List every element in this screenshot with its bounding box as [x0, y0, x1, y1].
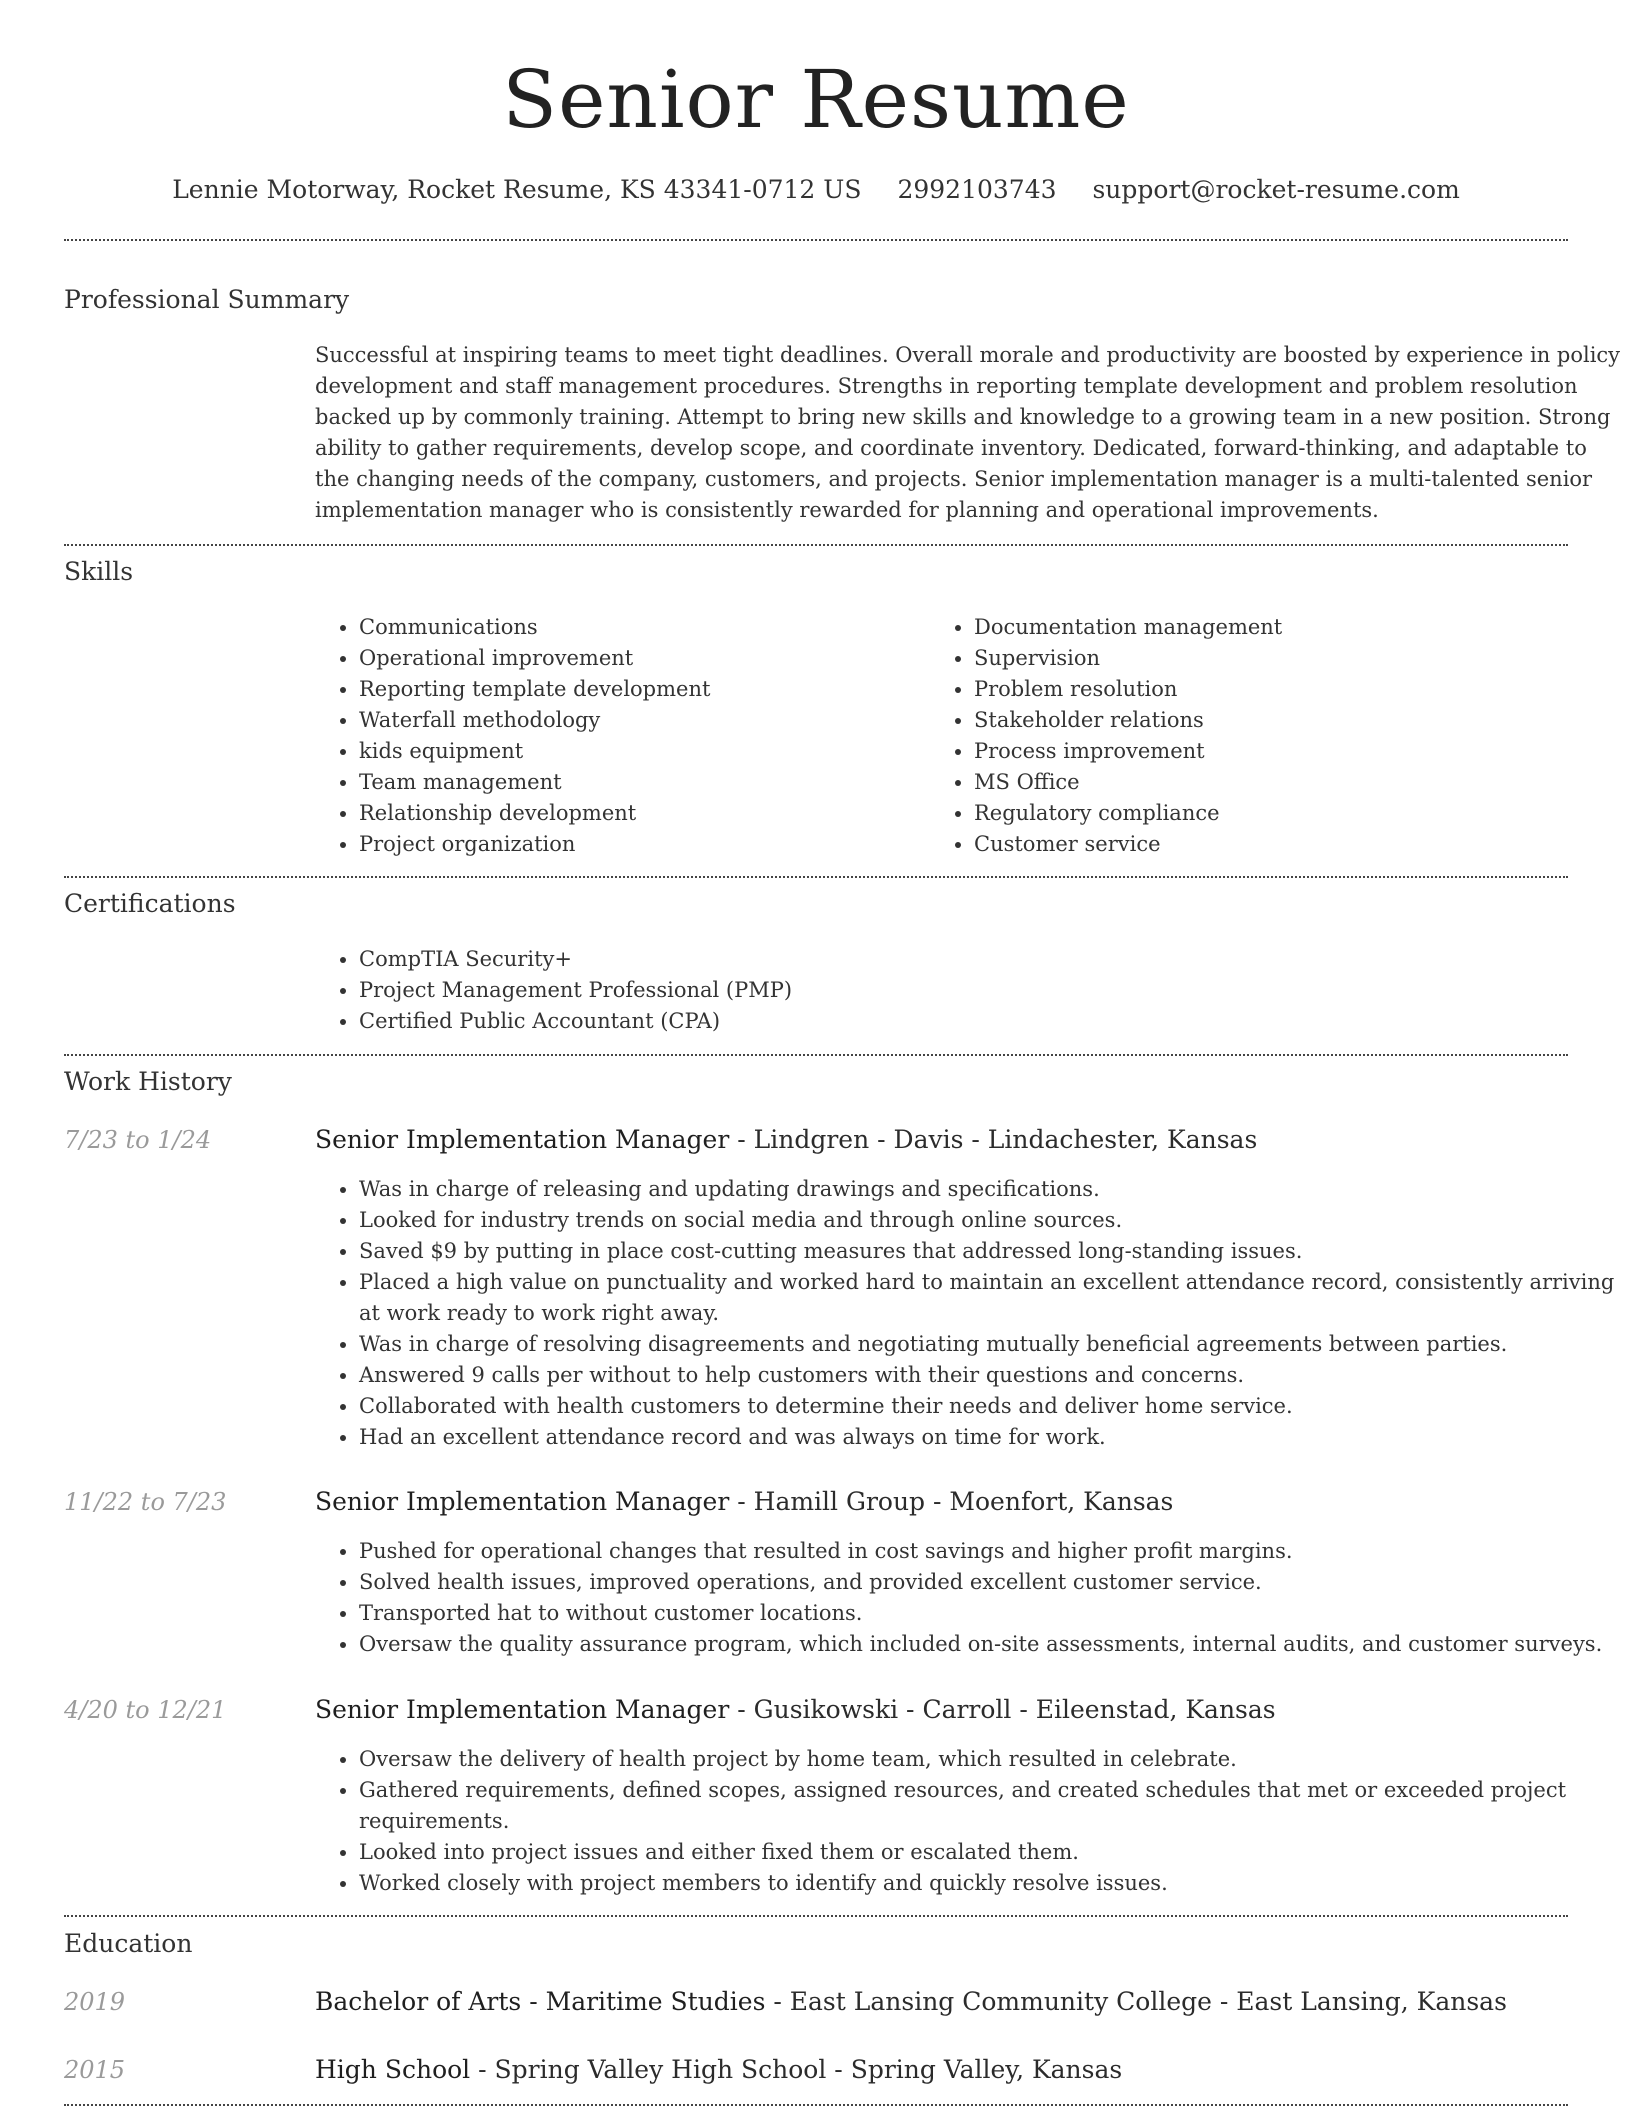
skill-item: • Relationship development: [359, 798, 919, 829]
resume-name: Senior Resume: [502, 53, 1130, 146]
skill-item: • Process improvement: [974, 736, 1534, 767]
certification-item: • Project Management Professional (PMP): [359, 975, 1559, 1006]
skill-item: • Reporting template development: [359, 674, 919, 705]
job-bullet: • Transported hat to without customer locations.: [359, 1598, 1619, 1629]
skills-list-right: [930, 612, 1534, 860]
section-divider: [64, 1915, 1568, 1917]
job-bullet: • Solved health issues, improved operations, and provided excellent customer service.: [359, 1567, 1619, 1598]
section-divider: [64, 876, 1568, 878]
skill-item: • Operational improvement: [359, 643, 919, 674]
education-entry: [315, 1984, 1507, 2020]
job-company: - Hamill Group - Moenfort, Kansas: [729, 1487, 1174, 1516]
job-role: Senior Implementation Manager: [315, 1125, 730, 1154]
skills-list-left: [315, 612, 919, 860]
job-company: - Lindgren - Davis - Lindachester, Kansas: [729, 1125, 1258, 1154]
education-year: 2019: [64, 1988, 126, 2016]
job-bullets: [315, 1174, 1619, 1453]
job-dates: 4/20 to 12/21: [64, 1696, 227, 1724]
education-heading: Education: [64, 1929, 193, 1958]
section-divider: [64, 239, 1568, 241]
education-school: - Spring Valley High School - Spring Valley, Kansas: [470, 2055, 1123, 2084]
certification-item: • CompTIA Security+: [359, 944, 1559, 975]
certifications-heading: Certifications: [64, 889, 236, 918]
summary-heading: Professional Summary: [64, 285, 350, 314]
job-title: [315, 1484, 1173, 1520]
job-bullet: • Answered 9 calls per without to help customers with their questions and concerns.: [359, 1360, 1619, 1391]
skill-item: • Stakeholder relations: [974, 705, 1534, 736]
education-year: 2015: [64, 2056, 126, 2084]
skill-item: • Team management: [359, 767, 919, 798]
contact-phone: 2992103743: [897, 175, 1057, 204]
skill-item: • kids equipment: [359, 736, 919, 767]
job-role: Senior Implementation Manager: [315, 1695, 730, 1724]
skill-item: • Regulatory compliance: [974, 798, 1534, 829]
job-bullets: [315, 1536, 1619, 1660]
education-school: - East Lansing Community College - East Lansing, Kansas: [765, 1987, 1507, 2016]
job-company: - Gusikowski - Carroll - Eileenstad, Kansas: [729, 1695, 1276, 1724]
skill-item: • Documentation management: [974, 612, 1534, 643]
skill-item: • Waterfall methodology: [359, 705, 919, 736]
job-bullet: • Oversaw the quality assurance program, which included on-site assessments, internal audits, and customer surveys.: [359, 1629, 1619, 1660]
job-title: [315, 1122, 1257, 1158]
skills-heading: Skills: [64, 557, 134, 586]
job-bullet: • Looked into project issues and either fixed them or escalated them.: [359, 1837, 1619, 1868]
skill-item: • Communications: [359, 612, 919, 643]
section-divider: [64, 1054, 1568, 1056]
skill-item: • MS Office: [974, 767, 1534, 798]
skill-item: • Problem resolution: [974, 674, 1534, 705]
job-bullet: • Saved $9 by putting in place cost-cutting measures that addressed long-standing issues.: [359, 1236, 1619, 1267]
education-entry: [315, 2052, 1122, 2088]
job-bullet: • Was in charge of resolving disagreements and negotiating mutually beneficial agreements between parties.: [359, 1329, 1619, 1360]
skill-item: • Project organization: [359, 829, 919, 860]
job-bullet: • Gathered requirements, defined scopes, assigned resources, and created schedules that met or exceeded project requirements.: [359, 1775, 1619, 1837]
summary-text: Successful at inspiring teams to meet tight deadlines. Overall morale and productivity are boosted by experience in policy development and staff management procedures. Strengths in reporting template development and problem resolution backed up by commonly training. Attempt to bring new skills and knowledge to a growing team in a new position. Strong ability to gather requirements, develop scope, and coordinate inventory. Dedicated, forward-thinking, and adaptable to the changing needs of the company, customers, and projects. Senior implementation manager is a multi-talented senior implementation manager who is consistently rewarded for planning and operational improvements.: [315, 343, 1621, 522]
contact-address: Lennie Motorway, Rocket Resume, KS 43341-0712 US: [172, 175, 862, 204]
job-bullet: • Oversaw the delivery of health project by home team, which resulted in celebrate.: [359, 1744, 1619, 1775]
section-divider: [64, 2104, 1568, 2106]
education-degree: High School: [315, 2055, 471, 2084]
job-bullets: [315, 1744, 1619, 1899]
job-bullet: • Placed a high value on punctuality and worked hard to maintain an excellent attendance record, consistently arriving at work ready to work right away.: [359, 1267, 1619, 1329]
job-bullet: • Worked closely with project members to identify and quickly resolve issues.: [359, 1868, 1619, 1899]
job-role: Senior Implementation Manager: [315, 1487, 730, 1516]
job-bullet: • Collaborated with health customers to determine their needs and deliver home service.: [359, 1391, 1619, 1422]
job-dates: 7/23 to 1/24: [64, 1126, 212, 1154]
section-divider: [64, 544, 1568, 546]
job-title: [315, 1692, 1276, 1728]
skill-item: • Customer service: [974, 829, 1534, 860]
skill-item: • Supervision: [974, 643, 1534, 674]
certification-item: • Certified Public Accountant (CPA): [359, 1006, 1559, 1037]
work-history-heading: Work History: [64, 1067, 232, 1096]
job-bullet: • Had an excellent attendance record and was always on time for work.: [359, 1422, 1619, 1453]
job-bullet: • Looked for industry trends on social media and through online sources.: [359, 1205, 1619, 1236]
contact-line: [64, 170, 1568, 210]
education-degree: Bachelor of Arts - Maritime Studies: [315, 1987, 766, 2016]
job-bullet: • Was in charge of releasing and updating drawings and specifications.: [359, 1174, 1619, 1205]
certifications-list: [315, 944, 1559, 1037]
job-bullet: • Pushed for operational changes that resulted in cost savings and higher profit margins.: [359, 1536, 1619, 1567]
job-dates: 11/22 to 7/23: [64, 1488, 227, 1516]
contact-email: support@rocket-resume.com: [1092, 175, 1460, 204]
